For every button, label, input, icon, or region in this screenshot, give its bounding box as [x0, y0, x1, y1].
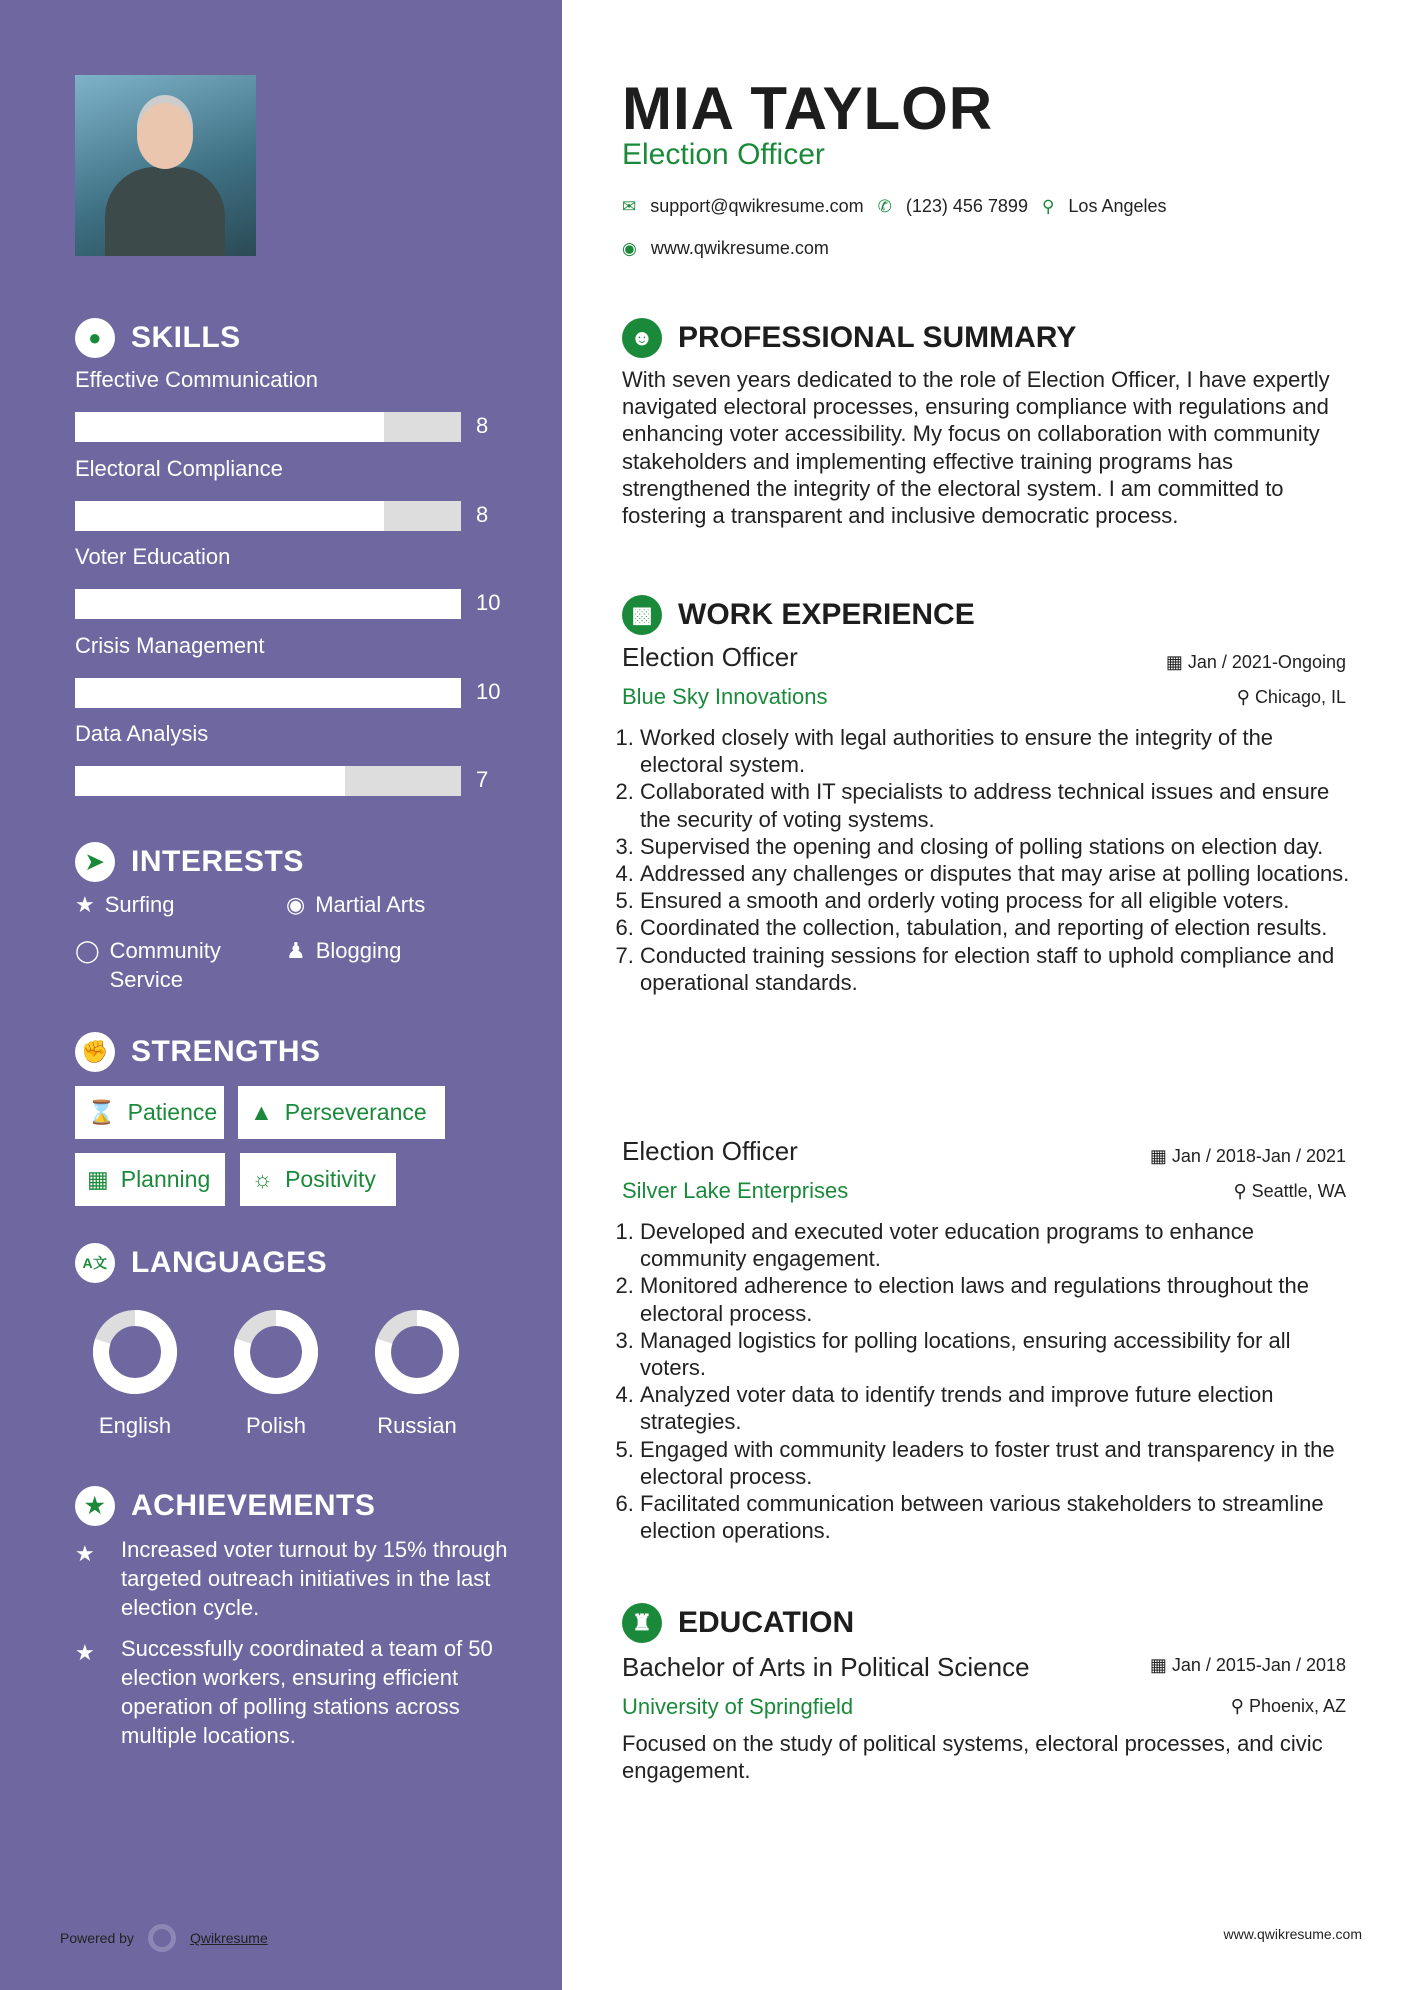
- language-donut: [374, 1309, 460, 1395]
- summary-title: PROFESSIONAL SUMMARY: [678, 321, 1077, 354]
- skill-label: Electoral Compliance: [75, 455, 283, 481]
- skill-bar: [75, 589, 461, 619]
- interest-label: Community Service: [109, 938, 221, 992]
- qwikresume-link[interactable]: Qwikresume: [189, 1930, 268, 1946]
- skill-label: Voter Education: [75, 544, 231, 569]
- skill-value: 8: [476, 501, 489, 527]
- achievement-item: [75, 1634, 515, 1750]
- job-location: [1233, 1181, 1346, 1202]
- strengths-title: STRENGTHS: [131, 1035, 321, 1068]
- skills-heading: [75, 318, 241, 358]
- job-bullet: 2. Collaborated with IT specialists to address technical issues and ensure the security of voting systems.: [640, 778, 1352, 832]
- graduate-icon: ♜: [622, 1603, 662, 1643]
- powered-by: [60, 1924, 268, 1952]
- fist-icon: ✊: [75, 1032, 115, 1072]
- user-icon: ☻: [622, 318, 662, 358]
- company: Silver Lake Enterprises: [622, 1178, 849, 1203]
- skill-bar-fill: [75, 678, 461, 708]
- job-bullets: [622, 724, 1352, 996]
- education-dates: [1150, 1655, 1346, 1676]
- job-bullet: 1. Developed and executed voter education programs to enhance community engagement.: [640, 1218, 1352, 1272]
- skills-title: SKILLS: [131, 321, 241, 354]
- skill-bar: [75, 501, 461, 531]
- strength-label: Planning: [120, 1166, 211, 1192]
- education-description: Focused on the study of political systems, electoral processes, and civic engagement.: [622, 1731, 1323, 1784]
- globe-icon: ◉: [286, 892, 306, 917]
- location: Los Angeles: [1068, 196, 1167, 216]
- calendar-icon: ▦: [1165, 652, 1188, 672]
- achievement-item: [75, 1535, 515, 1622]
- languages-title: LANGUAGES: [131, 1246, 328, 1279]
- skill-value: 10: [476, 678, 501, 704]
- skill-item: [75, 455, 515, 527]
- language-label: Polish: [246, 1413, 306, 1438]
- email[interactable]: support@qwikresume.com: [650, 196, 864, 216]
- star-icon: ★: [75, 892, 95, 917]
- pin-icon: ⚲: [1233, 1181, 1252, 1201]
- strength-label: Perseverance: [284, 1099, 427, 1125]
- skill-value: 7: [476, 767, 489, 792]
- skill-item: [75, 721, 515, 792]
- achievement-text: Increased voter turnout by 15% through targeted outreach initiatives in the last election cycle.: [121, 1537, 508, 1620]
- users-icon: ♟: [286, 938, 306, 963]
- experience-title: WORK EXPERIENCE: [678, 598, 975, 631]
- calendar-icon: ▦: [87, 1166, 109, 1192]
- star-icon: ★: [75, 1640, 95, 1665]
- job-bullet: 6. Coordinated the collection, tabulation, and reporting of election results.: [640, 914, 1352, 941]
- website[interactable]: www.qwikresume.com: [650, 238, 829, 258]
- language-label: English: [98, 1413, 172, 1438]
- job-bullet: 7. Conducted training sessions for election staff to uphold compliance and operational standards.: [640, 942, 1352, 996]
- strength-chip: [238, 1086, 445, 1139]
- job-bullet: 3. Supervised the opening and closing of polling stations on election day.: [640, 833, 1352, 860]
- interest-item: [286, 936, 401, 965]
- strength-chip: [75, 1153, 225, 1206]
- school: University of Springfield: [622, 1694, 854, 1719]
- dates-text: Jan / 2018-Jan / 2021: [1171, 1146, 1346, 1166]
- interest-label: Surfing: [104, 892, 175, 917]
- achievements-title: ACHIEVEMENTS: [131, 1489, 376, 1522]
- location-text: Seattle, WA: [1251, 1181, 1346, 1201]
- job-bullet: 5. Engaged with community leaders to foster trust and transparency in the electoral process.: [640, 1436, 1352, 1490]
- summary-heading: [622, 318, 1076, 358]
- qwikresume-logo-icon: [148, 1924, 176, 1952]
- skill-bar-fill: [75, 412, 384, 442]
- phone: (123) 456 7899: [905, 196, 1028, 216]
- contact-row: [622, 196, 1167, 217]
- skill-value: 8: [476, 413, 489, 438]
- footer-website[interactable]: www.qwikresume.com: [1223, 1926, 1362, 1942]
- language-donut: [233, 1309, 319, 1395]
- job-dates: [1166, 652, 1346, 673]
- pin-icon: ⚲: [1236, 687, 1255, 707]
- skill-item: [75, 632, 515, 704]
- candidate-name: MIA TAYLOR: [622, 75, 994, 142]
- interest-label: Blogging: [315, 938, 402, 963]
- company: Blue Sky Innovations: [622, 684, 828, 709]
- star-badge-icon: ★: [75, 1486, 115, 1526]
- dates-text: Jan / 2015-Jan / 2018: [1171, 1655, 1346, 1675]
- job-bullet: 4. Addressed any challenges or disputes that may arise at polling locations.: [640, 860, 1352, 887]
- profile-photo: [75, 75, 256, 256]
- interest-item: [286, 890, 425, 919]
- achievement-text: Successfully coordinated a team of 50 election workers, ensuring efficient operation of polling stations across multiple locations.: [121, 1636, 493, 1748]
- dates-text: Jan / 2021-Ongoing: [1187, 652, 1346, 672]
- job-bullet: 6. Facilitated communication between various stakeholders to streamline election operations.: [640, 1490, 1352, 1544]
- summary-text: With seven years dedicated to the role of Election Officer, I have expertly navigated electoral processes, ensuring compliance with regulations and enhancing voter accessibility. My focus on collaboration with community stakeholders and implementing effective training programs has strengthened the integrity of the electoral system. I am committed to fostering a transparent and inclusive democratic process.: [622, 367, 1330, 529]
- job-bullets: [622, 1218, 1352, 1544]
- job-dates: [1150, 1146, 1346, 1167]
- paper-plane-icon: ➤: [75, 842, 115, 882]
- job-bullet: 4. Analyzed voter data to identify trends and improve future election strategies.: [640, 1381, 1352, 1435]
- star-icon: ★: [75, 1541, 95, 1566]
- phone-icon: ✆: [877, 196, 892, 216]
- pin-icon: ⚲: [1230, 1696, 1249, 1716]
- language-donut: [92, 1309, 178, 1395]
- strength-label: Positivity: [285, 1166, 376, 1192]
- lightbulb-icon: ●: [75, 318, 115, 358]
- powered-by-label: Powered by: [60, 1930, 134, 1946]
- envelope-icon: ✉: [622, 196, 637, 216]
- sun-icon: ☼: [252, 1166, 274, 1192]
- language-icon: A文: [75, 1243, 115, 1283]
- skill-item: [75, 367, 515, 438]
- education-location: [1231, 1696, 1346, 1717]
- interests-heading: [75, 842, 304, 882]
- education-title: EDUCATION: [678, 1606, 855, 1639]
- job-title: Election Officer: [622, 1136, 798, 1166]
- strength-chip: [75, 1086, 224, 1139]
- strengths-heading: [75, 1032, 321, 1072]
- interest-item: [75, 936, 255, 994]
- language-label: Russian: [377, 1413, 457, 1438]
- job-bullet: 5. Ensured a smooth and orderly voting process for all eligible voters.: [640, 887, 1352, 914]
- website-row: [622, 238, 829, 259]
- job-bullet: 1. Worked closely with legal authorities to ensure the integrity of the electoral system.: [640, 724, 1352, 778]
- skill-item: [75, 544, 515, 615]
- job-location: [1237, 687, 1346, 708]
- skill-label: Data Analysis: [75, 721, 209, 746]
- strength-chip: [240, 1153, 396, 1206]
- skill-label: Effective Communication: [75, 367, 318, 392]
- skill-bar: [75, 412, 461, 442]
- job-title: Election Officer: [622, 138, 825, 171]
- road-icon: ▲: [250, 1099, 273, 1125]
- skill-label: Crisis Management: [75, 632, 265, 658]
- languages-heading: [75, 1243, 327, 1283]
- calendar-icon: ▦: [1149, 1146, 1172, 1166]
- skill-bar-fill: [75, 501, 384, 531]
- interest-label: Martial Arts: [315, 892, 426, 917]
- briefcase-icon: ▩: [622, 595, 662, 635]
- education-heading: [622, 1603, 854, 1643]
- interest-item: [75, 890, 174, 919]
- calendar-icon: ▦: [1149, 1655, 1172, 1675]
- experience-heading: [622, 595, 975, 635]
- map-pin-icon: ⚲: [1041, 196, 1055, 216]
- location-text: Phoenix, AZ: [1248, 1696, 1346, 1716]
- degree: Bachelor of Arts in Political Science: [622, 1652, 1030, 1682]
- skill-bar: [75, 678, 461, 708]
- shield-icon: ◯: [75, 938, 100, 963]
- strength-label: Patience: [127, 1099, 218, 1125]
- job-title: Election Officer: [622, 642, 798, 672]
- skill-bar-fill: [75, 589, 461, 619]
- skill-bar-fill: [75, 766, 345, 796]
- job-bullet: 3. Managed logistics for polling locations, ensuring accessibility for all voters.: [640, 1327, 1352, 1381]
- location-text: Chicago, IL: [1254, 687, 1346, 707]
- skill-value: 10: [476, 590, 501, 615]
- globe-icon: ◉: [622, 238, 637, 258]
- achievements-heading: [75, 1486, 375, 1526]
- interests-title: INTERESTS: [131, 845, 304, 878]
- hourglass-icon: ⌛: [87, 1099, 116, 1125]
- sidebar: [0, 0, 562, 1990]
- skill-bar: [75, 766, 461, 796]
- job-bullet: 2. Monitored adherence to election laws and regulations throughout the electoral process.: [640, 1272, 1352, 1326]
